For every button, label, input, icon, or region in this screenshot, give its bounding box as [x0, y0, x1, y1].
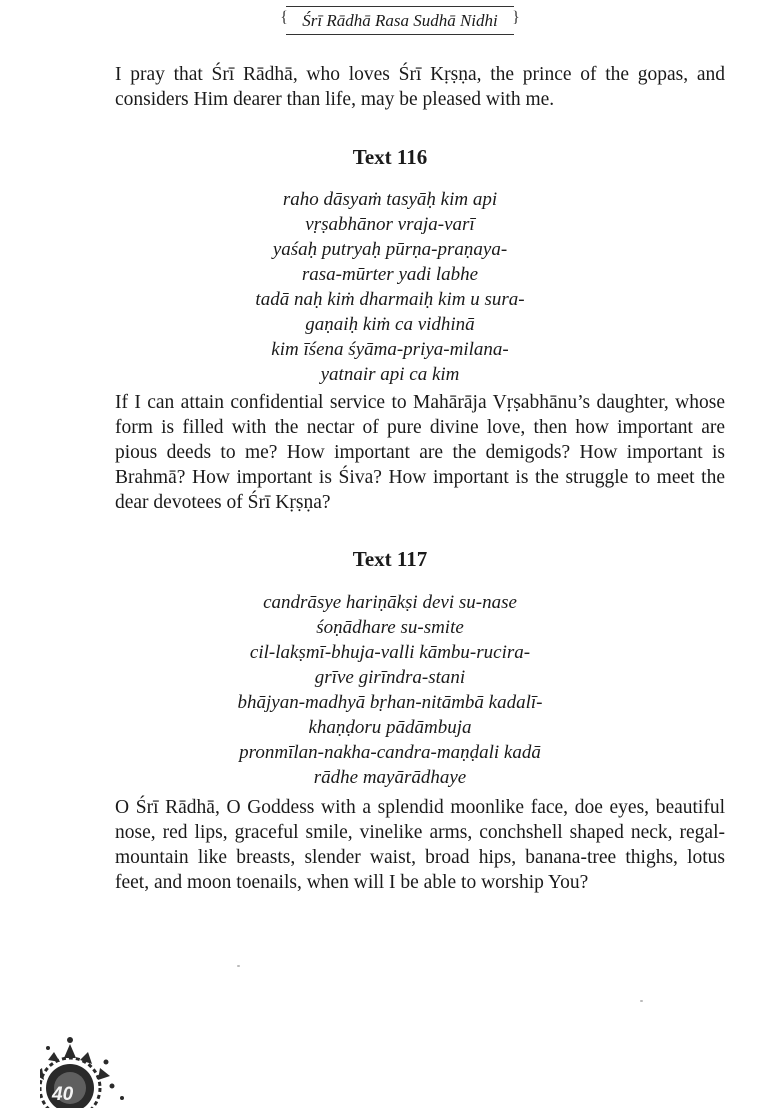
text-116-verse — [0, 187, 780, 387]
verse-line: rādhe mayārādhaye — [313, 767, 467, 788]
verse-line: candrāsye hariṇākṣi devi su-nase — [263, 592, 517, 613]
intro-paragraph: I pray that Śrī Rādhā, who loves Śrī Kṛṣṇa, the prince of the gopas, and considers Him dearer than life, may be pleased with me. — [115, 64, 725, 110]
text-117-verse — [0, 590, 780, 790]
verse-line: bhājyan-madhyā bṛhan-nitāmbā kadalī- — [237, 692, 543, 713]
text-117-heading: Text 117 — [352, 547, 428, 571]
verse-line: khaṇḍoru pādāmbuja — [308, 717, 472, 738]
text-117-translation: O Śrī Rādhā, O Goddess with a splendid moonlike face, doe eyes, beautiful nose, red lips, graceful smile, vinelike arms, conchshell shaped neck, regal-mountain like breasts, slender waist, broad hips, banana-tree thighs, lotus feet, and moon toenails, when will I be able to worship You? — [115, 797, 725, 893]
verse-line: yaśaḥ putryaḥ pūrṇa-praṇaya- — [272, 239, 508, 260]
verse-line: cil-lakṣmī-bhuja-valli kāmbu-rucira- — [249, 642, 531, 663]
text-116-heading: Text 116 — [352, 145, 428, 169]
verse-line: yatnair api ca kim — [320, 364, 460, 385]
book-title: Śrī Rādhā Rasa Sudhā Nidhi — [302, 11, 498, 30]
verse-line: tadā naḥ kiṁ dharmaiḥ kim u sura- — [255, 289, 525, 310]
page-number: 40 — [52, 1084, 74, 1105]
text-116-translation: If I can attain confidential service to Mahārāja Vṛṣabhānu’s daughter, whose form is filled with the nectar of pure divine love, then how important are pious deeds to me? How important are the demigods? How important is Brahmā? How important is Śiva? How important is the struggle to meet the dear devotees of Śrī Kṛṣṇa? — [115, 392, 725, 513]
verse-line: vṛṣabhānor vraja-varī — [305, 214, 475, 235]
verse-line: śoṇādhare su-smite — [316, 617, 464, 638]
verse-line: rasa-mūrter yadi labhe — [301, 264, 479, 285]
paper-speck — [640, 1000, 643, 1002]
verse-line: raho dāsyaṁ tasyāḥ kim api — [282, 189, 498, 210]
paper-speck — [237, 965, 240, 967]
verse-line: kim īśena śyāma-priya-milana- — [271, 339, 509, 360]
verse-line: grīve girīndra-stani — [314, 667, 466, 688]
running-header — [0, 6, 780, 35]
verse-line: pronmīlan-nakha-candra-maṇḍali kadā — [239, 742, 541, 763]
scroll-ornament-left-icon: { — [280, 9, 288, 26]
header-frame — [280, 6, 520, 35]
verse-line: gaṇaiḥ kiṁ ca vidhinā — [305, 314, 475, 335]
scroll-ornament-right-icon: } — [512, 9, 520, 26]
